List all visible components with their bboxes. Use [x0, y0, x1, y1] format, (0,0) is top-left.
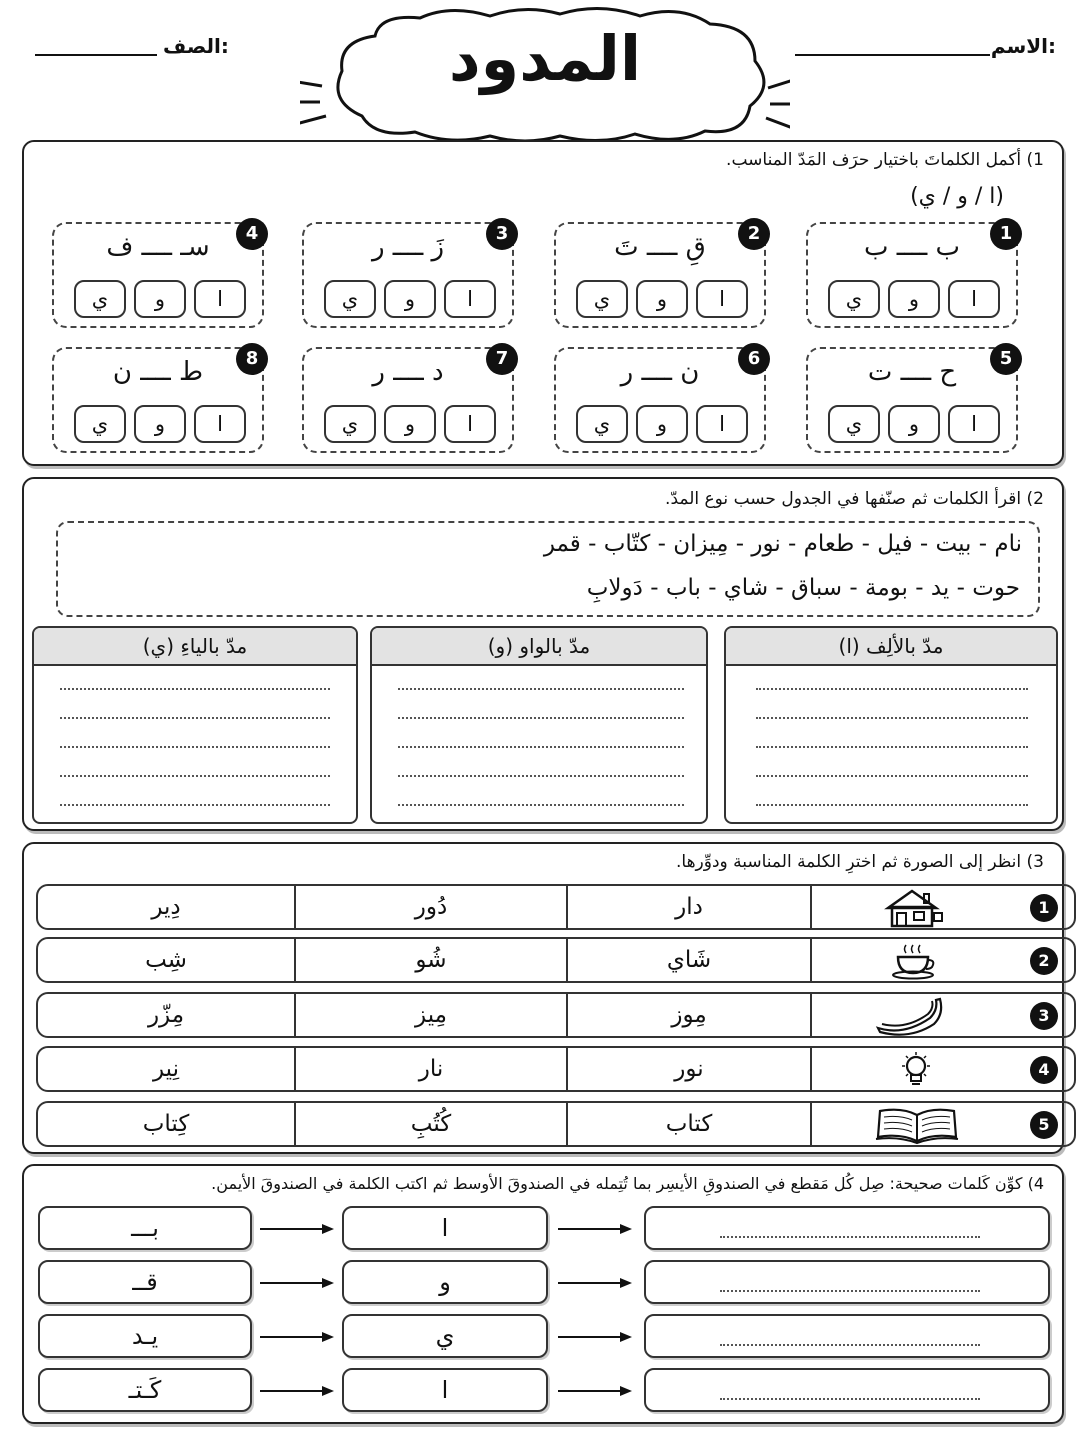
- option-alif[interactable]: ا: [444, 280, 496, 318]
- card-3: [302, 222, 514, 328]
- choice[interactable]: شِب: [145, 947, 187, 973]
- divider: [566, 886, 568, 928]
- divider: [294, 1103, 296, 1145]
- write-line[interactable]: [60, 804, 330, 806]
- choice[interactable]: نار: [418, 1056, 444, 1082]
- option-waw[interactable]: و: [384, 280, 436, 318]
- card-word: ب ــــ ب: [864, 232, 960, 262]
- write-line[interactable]: [720, 1344, 980, 1346]
- arrow-icon: [558, 1276, 632, 1290]
- number-badge: 8: [236, 343, 268, 375]
- choice[interactable]: نِير: [152, 1056, 180, 1082]
- write-line[interactable]: [398, 717, 684, 719]
- letter-box[interactable]: ي: [342, 1314, 548, 1358]
- card-8: [52, 347, 264, 453]
- book-icon: [872, 1105, 962, 1145]
- syllable-box[interactable]: قــ: [38, 1260, 252, 1304]
- number-badge: 2: [1030, 947, 1058, 975]
- option-ya[interactable]: ي: [828, 280, 880, 318]
- divider: [566, 1103, 568, 1145]
- write-line[interactable]: [756, 688, 1028, 690]
- write-line[interactable]: [60, 746, 330, 748]
- choice[interactable]: دار: [675, 894, 703, 920]
- divider: [810, 994, 812, 1036]
- choice[interactable]: كِتاب: [142, 1111, 190, 1137]
- page-title: المدود: [448, 22, 642, 95]
- option-ya[interactable]: ي: [324, 280, 376, 318]
- arrow-icon: [558, 1222, 632, 1236]
- card-4: [52, 222, 264, 328]
- syllable-box[interactable]: كَـتـ: [38, 1368, 252, 1412]
- house-icon: [882, 888, 954, 928]
- divider: [810, 1048, 812, 1090]
- column-header: مدّ بالألِف (ا): [726, 628, 1056, 666]
- choice[interactable]: مِزّر: [147, 1002, 185, 1028]
- number-badge: 5: [990, 343, 1022, 375]
- choice[interactable]: مِوز: [671, 1002, 707, 1028]
- word-bank-line-1: نام - بيت - فيل - طعام - نور - مِيزان - كتّاب - قمر: [543, 531, 1022, 557]
- card-word: سـ ــــ ف: [106, 232, 210, 262]
- number-badge: 6: [738, 343, 770, 375]
- arrow-icon: [260, 1384, 334, 1398]
- answer-box[interactable]: [644, 1260, 1050, 1304]
- arrow-icon: [260, 1276, 334, 1290]
- section-classify-words: [22, 477, 1064, 831]
- arrow-icon: [558, 1330, 632, 1344]
- answer-box[interactable]: [644, 1368, 1050, 1412]
- card-6: [554, 347, 766, 453]
- number-badge: 7: [486, 343, 518, 375]
- choice[interactable]: دُور: [414, 894, 448, 920]
- column-ya: [32, 626, 358, 824]
- choice[interactable]: نور: [674, 1056, 704, 1082]
- number-badge: 3: [1030, 1002, 1058, 1030]
- divider: [810, 1103, 812, 1145]
- arrow-icon: [558, 1384, 632, 1398]
- write-line[interactable]: [756, 775, 1028, 777]
- section1-letters: (ا / و / ي): [910, 184, 1004, 209]
- word-bank: [56, 521, 1040, 617]
- divider: [294, 1048, 296, 1090]
- option-alif[interactable]: ا: [696, 280, 748, 318]
- option-ya[interactable]: ي: [576, 280, 628, 318]
- arrow-icon: [260, 1330, 334, 1344]
- write-line[interactable]: [756, 804, 1028, 806]
- section-complete-words: [22, 140, 1064, 466]
- class-line[interactable]: [35, 54, 157, 56]
- number-badge: 2: [738, 218, 770, 250]
- write-line[interactable]: [60, 688, 330, 690]
- divider: [294, 939, 296, 981]
- arrow-icon: [260, 1222, 334, 1236]
- card-word: زَ ــــ ر: [371, 232, 445, 262]
- option-alif[interactable]: ا: [696, 405, 748, 443]
- card-5: [806, 347, 1018, 453]
- option-alif[interactable]: ا: [194, 405, 246, 443]
- option-alif[interactable]: ا: [194, 280, 246, 318]
- option-ya[interactable]: ي: [576, 405, 628, 443]
- card-1: [806, 222, 1018, 328]
- letter-box[interactable]: ا: [342, 1368, 548, 1412]
- option-waw[interactable]: و: [134, 280, 186, 318]
- option-ya[interactable]: ي: [74, 280, 126, 318]
- choice[interactable]: شَاي: [666, 947, 712, 973]
- divider: [294, 994, 296, 1036]
- letter-box[interactable]: ا: [342, 1206, 548, 1250]
- divider: [810, 939, 812, 981]
- section4-instruction: 4) كوِّن كَلمات صحيحة: صِل كُل مَقطع في الصندوقِ الأيسِر بما تُتِمله في الصندوقَ الأوسط ثم اكتب الكلمة في الصندوقَ الأيمن.: [211, 1174, 1044, 1193]
- answer-box[interactable]: [644, 1206, 1050, 1250]
- card-word: ن ــــ ر: [620, 357, 700, 387]
- lightbulb-icon: [880, 1050, 952, 1090]
- picture-row-3: [36, 992, 1076, 1038]
- section-build-words: [22, 1164, 1064, 1424]
- number-badge: 4: [236, 218, 268, 250]
- write-line[interactable]: [398, 688, 684, 690]
- choice[interactable]: شُو: [415, 947, 447, 973]
- number-badge: 3: [486, 218, 518, 250]
- card-2: [554, 222, 766, 328]
- option-ya[interactable]: ي: [74, 405, 126, 443]
- number-badge: 1: [990, 218, 1022, 250]
- choice[interactable]: دِير: [151, 894, 181, 920]
- picture-row-2: [36, 937, 1076, 983]
- option-ya[interactable]: ي: [828, 405, 880, 443]
- card-7: [302, 347, 514, 453]
- write-line[interactable]: [398, 746, 684, 748]
- number-badge: 4: [1030, 1056, 1058, 1084]
- divider: [566, 1048, 568, 1090]
- write-line[interactable]: [398, 804, 684, 806]
- section2-instruction: 2) اقرأ الكلمات ثم صنّفها في الجدول حسب نوع المدّ.: [665, 489, 1044, 509]
- divider: [566, 939, 568, 981]
- write-line[interactable]: [756, 717, 1028, 719]
- syllable-box[interactable]: بـــ: [38, 1206, 252, 1250]
- word-bank-line-2: حوت - يد - بومة - سباق - شاي - باب - دَولابِ: [586, 575, 1020, 601]
- column-header: مدّ بالياءِ (ي): [34, 628, 356, 666]
- name-label: الاسم:: [990, 34, 1056, 58]
- picture-row-4: [36, 1046, 1076, 1092]
- write-line[interactable]: [398, 775, 684, 777]
- option-waw[interactable]: و: [888, 405, 940, 443]
- number-badge: 5: [1030, 1111, 1058, 1139]
- choice[interactable]: مِيز: [415, 1002, 447, 1028]
- option-alif[interactable]: ا: [444, 405, 496, 443]
- card-word: قِ ــــ تَ: [614, 232, 706, 262]
- option-waw[interactable]: و: [636, 280, 688, 318]
- picture-row-1: [36, 884, 1076, 930]
- write-line[interactable]: [720, 1398, 980, 1400]
- write-line[interactable]: [720, 1236, 980, 1238]
- write-line[interactable]: [720, 1290, 980, 1292]
- section1-instruction: 1) أكمل الكلماتَ باختيار حرَف المَدّ المناسب.: [726, 150, 1044, 170]
- option-waw[interactable]: و: [384, 405, 436, 443]
- divider: [294, 886, 296, 928]
- section-picture-choice: [22, 842, 1064, 1154]
- letter-box[interactable]: و: [342, 1260, 548, 1304]
- syllable-box[interactable]: يـد: [38, 1314, 252, 1358]
- option-alif[interactable]: ا: [948, 405, 1000, 443]
- card-word: د ــــ ر: [372, 357, 444, 387]
- choice[interactable]: كُتُبِ: [410, 1111, 452, 1137]
- banana-icon: [874, 996, 946, 1036]
- write-line[interactable]: [60, 775, 330, 777]
- choice[interactable]: كتاب: [665, 1111, 713, 1137]
- answer-box[interactable]: [644, 1314, 1050, 1358]
- option-waw[interactable]: و: [888, 280, 940, 318]
- card-word: ط ــــ ن: [112, 357, 204, 387]
- name-line[interactable]: [795, 54, 990, 56]
- number-badge: 1: [1030, 894, 1058, 922]
- divider: [810, 886, 812, 928]
- write-line[interactable]: [60, 717, 330, 719]
- option-alif[interactable]: ا: [948, 280, 1000, 318]
- option-ya[interactable]: ي: [324, 405, 376, 443]
- column-waw: [370, 626, 708, 824]
- option-waw[interactable]: و: [134, 405, 186, 443]
- column-header: مدّ بالواو (و): [372, 628, 706, 666]
- teacup-icon: [882, 941, 954, 981]
- class-label: الصف:: [163, 34, 229, 58]
- column-alif: [724, 626, 1058, 824]
- option-waw[interactable]: و: [636, 405, 688, 443]
- divider: [566, 994, 568, 1036]
- write-line[interactable]: [756, 746, 1028, 748]
- section3-instruction: 3) انظر إلى الصورة ثم اخترِ الكلمة المناسبة ودوِّرها.: [675, 852, 1044, 872]
- card-word: ح ــــ ت: [867, 357, 957, 387]
- picture-row-5: [36, 1101, 1076, 1147]
